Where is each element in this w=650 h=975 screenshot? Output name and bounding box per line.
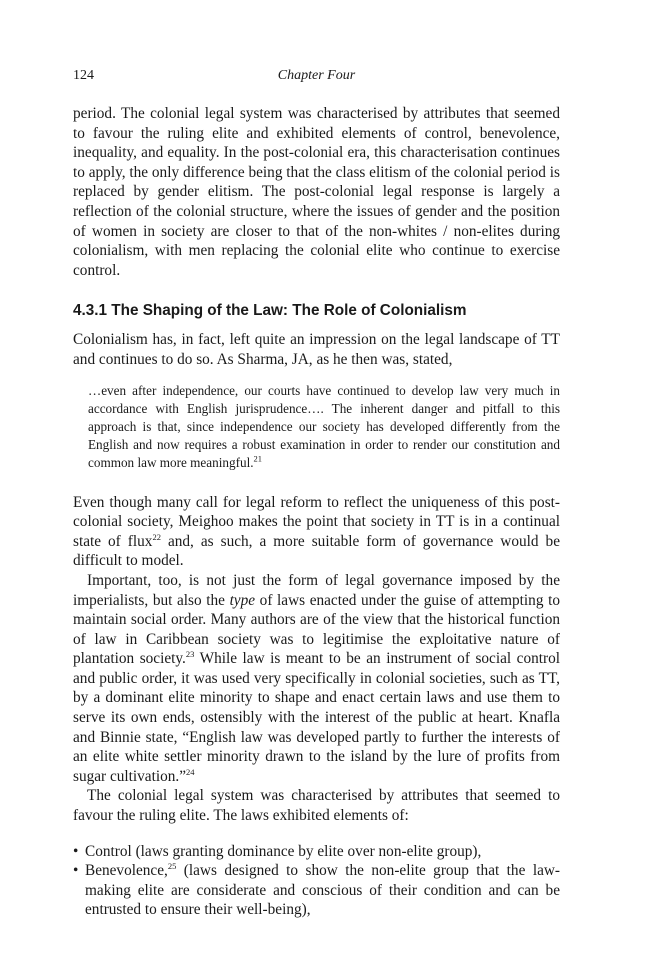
footnote-marker: 23 bbox=[185, 649, 195, 660]
running-header bbox=[73, 60, 560, 90]
footnote-marker: 22 bbox=[152, 531, 161, 542]
paragraph-4-text-cont: of laws enacted under the guise of attempting to maintain social order. Many authors are of the view that the historical function of law in Caribbean society was to legitimise the exploitative nature of plantation society. bbox=[73, 591, 560, 668]
bullet-marker: • bbox=[73, 842, 79, 860]
paragraph-1: period. The colonial legal system was characterised by attributes that seemed to favour the ruling elite and exhibited elements of control, benevolence, inequality, and equality. In the post-colonial era, this characterisation continues to apply, the only difference being that the class elitism of the colonial period is replaced by gender elitism. The post-colonial legal response is largely a reflection of the colonial structure, where the issues of gender and the position of women in society are closer to that of the non-whites / non-elites during colonialism, with men replacing the colonial elite who continue to exercise control. bbox=[73, 105, 560, 279]
footnote-marker: 21 bbox=[253, 453, 263, 464]
emphasis-text: type bbox=[229, 591, 256, 609]
book-page bbox=[73, 60, 560, 920]
paragraph-3-text: Even though many call for legal reform to reflect the uniqueness of this post-colonial society, Meighoo makes the point that society in TT is in a continual state of flux bbox=[73, 493, 560, 550]
bullet-item bbox=[73, 842, 560, 862]
paragraph-5: The colonial legal system was characterised by attributes that seemed to favour the ruling elite. The laws exhibited elements of: bbox=[73, 787, 560, 825]
bullet-text-cont: (laws designed to show the non-elite group that the law-making elite are considerate and conscious of their condition and can be entrusted to ensure their well-being), bbox=[85, 862, 560, 919]
paragraph-4 bbox=[73, 571, 560, 787]
footnote-marker: 24 bbox=[186, 766, 195, 777]
paragraph-4-text-cont: While law is meant to be an instrument of social control and public order, it was used very specifically in colonial societies, such as TT, by a dominant elite minority to shape and enact certain laws and use them to serve its own ends, ostensibly with the interest of the public at heart. Knafla and Binnie state, “English law was developed partly to further the interests of an elite white settler minority drawn to the island by the lure of profits from sugar cultivation.” bbox=[73, 650, 560, 785]
quote-text: …even after independence, our courts have continued to develop law very much in accordance with English jurisprudence…. The inherent danger and pitfall to this approach is that, since independence our society has developed differently from the English and now requires a robust examination in order to render our constitution and common law more meaningful. bbox=[88, 382, 560, 471]
bullet-item bbox=[73, 861, 560, 920]
section-heading: 4.3.1 The Shaping of the Law: The Role of Colonialism bbox=[73, 302, 467, 320]
paragraph-2: Colonialism has, in fact, left quite an impression on the legal landscape of TT and continues to do so. As Sharma, JA, as he then was, stated, bbox=[73, 331, 560, 368]
paragraph-4-text: Important, too, is not just the form of legal governance imposed by the imperialists, but also the bbox=[73, 571, 560, 609]
paragraph-3 bbox=[73, 493, 560, 571]
page-number: 124 bbox=[73, 68, 94, 83]
bullet-text: Benevolence, bbox=[85, 862, 168, 880]
block-quote bbox=[88, 382, 560, 473]
bullet-list bbox=[73, 842, 560, 920]
footnote-marker: 25 bbox=[167, 861, 177, 872]
running-title: Chapter Four bbox=[277, 68, 356, 83]
paragraph-3-text-cont: and, as such, a more suitable form of governance would be difficult to model. bbox=[73, 532, 560, 570]
bullet-text: Control (laws granting dominance by elite over non-elite group), bbox=[85, 842, 482, 860]
bullet-marker: • bbox=[73, 862, 79, 880]
